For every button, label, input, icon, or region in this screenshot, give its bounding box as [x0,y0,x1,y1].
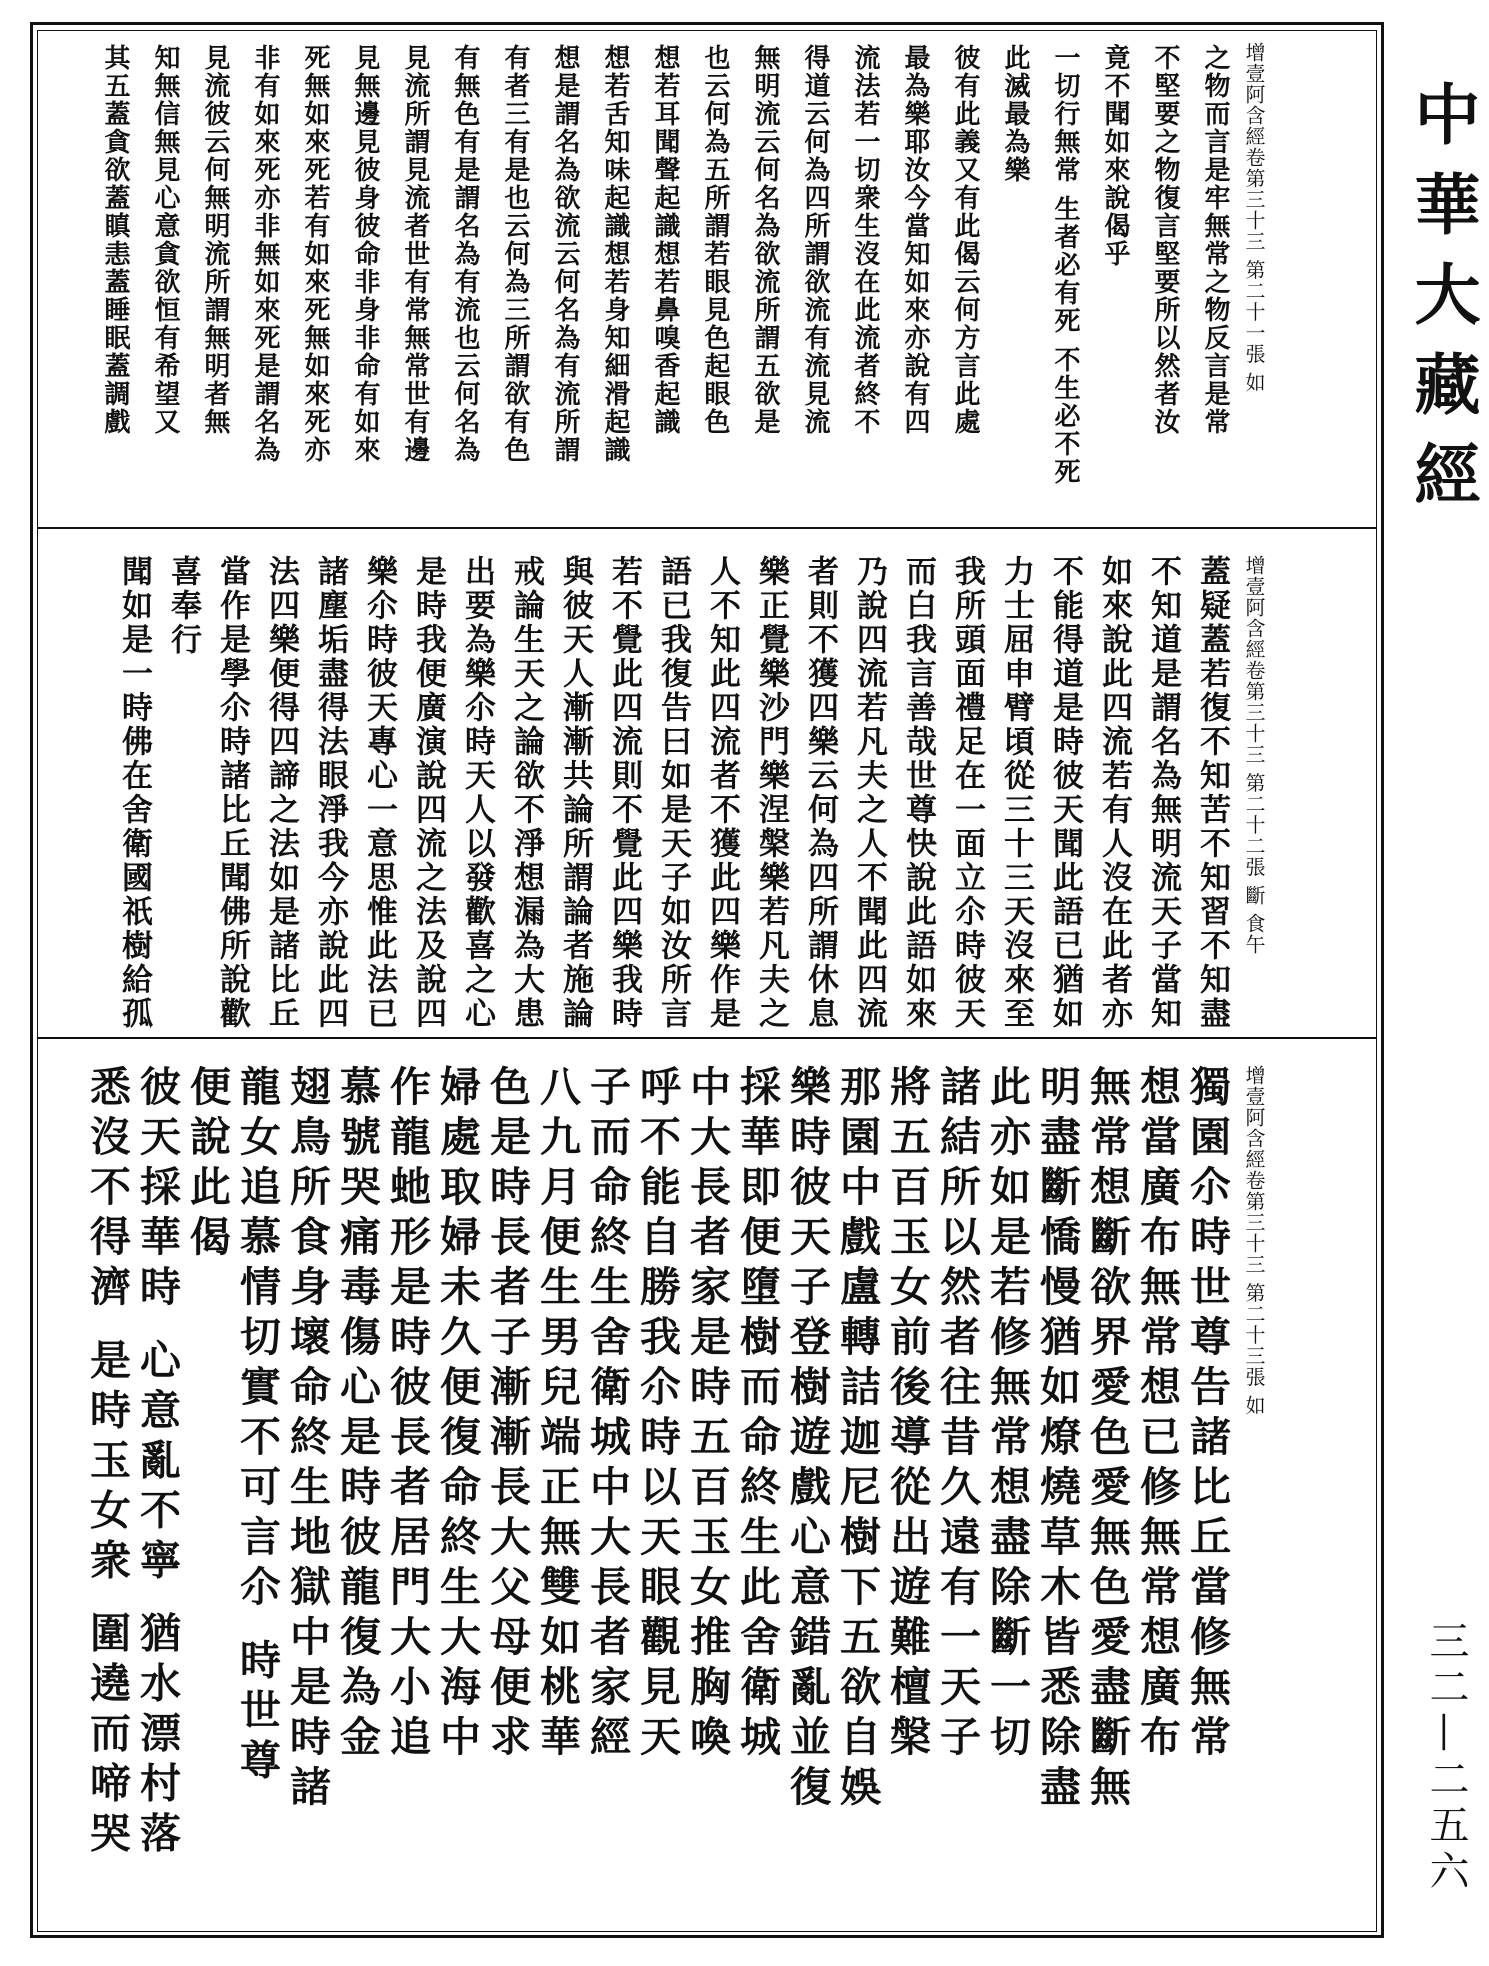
text-column: 想若舌知味起識想若身知細滑起識 [600,44,630,464]
text-column: 樂尒時彼天專心一意思惟此法已 [361,555,397,1031]
register-top [68,44,1228,524]
text-column: 其五蓋貪欲蓋瞋恚蓋睡眠蓋調戲 [100,44,130,436]
text-column: 見流所謂見流者世有常無常世有邊 [400,44,430,464]
register-divider-2 [37,1037,1377,1039]
text-column: 法四樂便得四諦之法如是諸比丘 [263,555,299,1031]
text-column: 呼不能自勝我尒時以天眼觀見天 [633,1065,681,1765]
register-divider-1 [37,527,1377,529]
text-column: 明盡斷憍慢猶如燎燒草木皆悉除盡 [1033,1065,1081,1815]
text-column: 戒論生天之論欲不淨想漏為大患 [508,555,544,1031]
text-column: 非有如來死亦非無如來死是謂名為 [250,44,280,464]
text-column: 翅鳥所食身壞命終生地獄中是時諸 [283,1065,331,1815]
text-column: 喜奉行 [165,555,201,657]
text-column: 力士屈申臂頃從三十三天沒來至 [998,555,1034,1031]
text-column: 我所頭面禮足在一面立尒時彼天 [949,555,985,1031]
text-column: 作龍虵形是時彼長者居門大小追 [383,1065,431,1765]
text-column: 中大長者家是時五百玉女推胸喚 [683,1065,731,1765]
text-column: 乃說四流若凡夫之人不聞此四流 [851,555,887,1031]
text-column: 若不覺此四流則不覺此四樂我時 [606,555,642,1031]
text-column: 將五百玉女前後導從出遊難檀槃 [883,1065,931,1765]
text-column: 樂正覺樂沙門樂涅槃樂若凡夫之 [753,555,789,1031]
text-column: 婦處取婦未久便復命終生大海中 [433,1065,481,1765]
text-column: 流法若一切衆生沒在此流者終不 [850,44,880,436]
text-column: 最為樂耶汝今當知如來亦說有四 [900,44,930,436]
text-column: 也云何為五所謂若眼見色起眼色 [700,44,730,436]
text-column: 聞如是一時佛在舍衛國祇樹給孤 [116,555,152,1031]
text-column: 色是時長者子漸漸長大父母便求 [483,1065,531,1765]
text-column: 不知道是謂名為無明流天子當知 [1145,555,1181,1031]
text-column: 獨園尒時世尊告諸比丘當修無常 [1183,1065,1231,1765]
text-column: 樂時彼天子登樹遊戲心意錯亂並復 [783,1065,831,1815]
text-column: 如來說此四流若有人沒在此者亦 [1096,555,1132,1031]
text-column: 語已我復告曰如是天子如汝所言 [655,555,691,1031]
text-column: 想當廣布無常想已修無常想廣布 [1133,1065,1181,1765]
text-column: 無明流云何名為欲流所謂五欲是 [750,44,780,436]
text-column: 而白我言善哉世尊快說此語如來 [900,555,936,1031]
text-column: 知無信無見心意貪欲恒有希望又 [150,44,180,436]
text-column: 是時我便廣演說四流之法及說四 [410,555,446,1031]
text-column: 無常想斷欲界愛色愛無色愛盡斷無 [1083,1065,1131,1815]
text-column: 便說此偈 [183,1065,231,1265]
text-column: 蓋疑蓋若復不知苦不知習不知盡 [1194,555,1230,1031]
text-column: 此亦如是若修無常想盡除斷一切 [983,1065,1031,1765]
text-column: 者則不獲四樂云何為四所謂休息 [802,555,838,1031]
text-column: 子而命終生舍衛城中大長者家經 [583,1065,631,1765]
text-column: 死無如來死若有如來死無如來死亦 [300,44,330,464]
text-column: 見無邊見彼身彼命非身非命有如來 [350,44,380,464]
canon-title: 中華大藏經 [1403,80,1481,530]
text-column: 不堅要之物復言堅要所以然者汝 [1150,44,1180,436]
text-column: 想若耳聞聲起識想若鼻嗅香起識 [650,44,680,436]
text-column: 彼天採華時 心意亂不寧 猶水漂村落 [133,1065,181,1862]
text-column: 慕號哭痛毒傷心是時彼龍復為金 [333,1065,381,1765]
text-column: 之物而言是牢無常之物反言是常 [1200,44,1230,436]
text-column: 人不知此四流者不獲此四樂作是 [704,555,740,1031]
register-middle [68,555,1228,1035]
text-column: 有無色有是謂名為有流也云何名為 [450,44,480,464]
text-column: 悉沒不得濟 是時玉女衆 圍遶而啼哭 [83,1065,131,1862]
register-header: 增壹阿含經卷第三十三 第二十二張 斷 食午 [1242,555,1266,956]
text-column: 得道云何為四所謂欲流有流見流 [800,44,830,436]
text-column: 諸結所以然者往昔久遠有一天子 [933,1065,981,1765]
page-number: 三二—二五六 [1423,1620,1469,1896]
text-column: 諸塵垢盡得法眼淨我今亦說此四 [312,555,348,1031]
text-column: 出要為樂尒時天人以發歡喜之心 [459,555,495,1031]
text-column: 一切行無常 生者必有死 不生必不死 [1050,44,1080,487]
text-column: 龍女追慕情切實不可言尒 時世尊 [233,1065,281,1789]
register-header: 增壹阿含經卷第三十三 第二十一張 如 [1242,42,1266,393]
text-column: 那園中戲盧轉詰迦尼樹下五欲自娛 [833,1065,881,1815]
text-column: 當作是學尒時諸比丘聞佛所說歡 [214,555,250,1031]
text-column: 想是謂名為欲流云何名為有流所謂 [550,44,580,464]
text-column: 採華即便墮樹而命終生此舍衛城 [733,1065,781,1765]
text-column: 此滅最為樂 [1000,44,1030,184]
text-column: 有者三有是也云何為三所謂欲有色 [500,44,530,464]
text-column: 八九月便生男兒端正無雙如桃華 [533,1065,581,1765]
text-column: 彼有此義又有此偈云何方言此處 [950,44,980,436]
text-column: 不能得道是時彼天聞此語已猶如 [1047,555,1083,1031]
register-bottom [68,1065,1231,1925]
text-column: 與彼天人漸漸共論所謂論者施論 [557,555,593,1031]
text-column: 見流彼云何無明流所謂無明者無 [200,44,230,436]
register-header: 增壹阿含經卷第三十三 第二十三張 如 [1242,1065,1266,1416]
text-column: 竟不聞如來說偈乎 [1100,44,1130,268]
